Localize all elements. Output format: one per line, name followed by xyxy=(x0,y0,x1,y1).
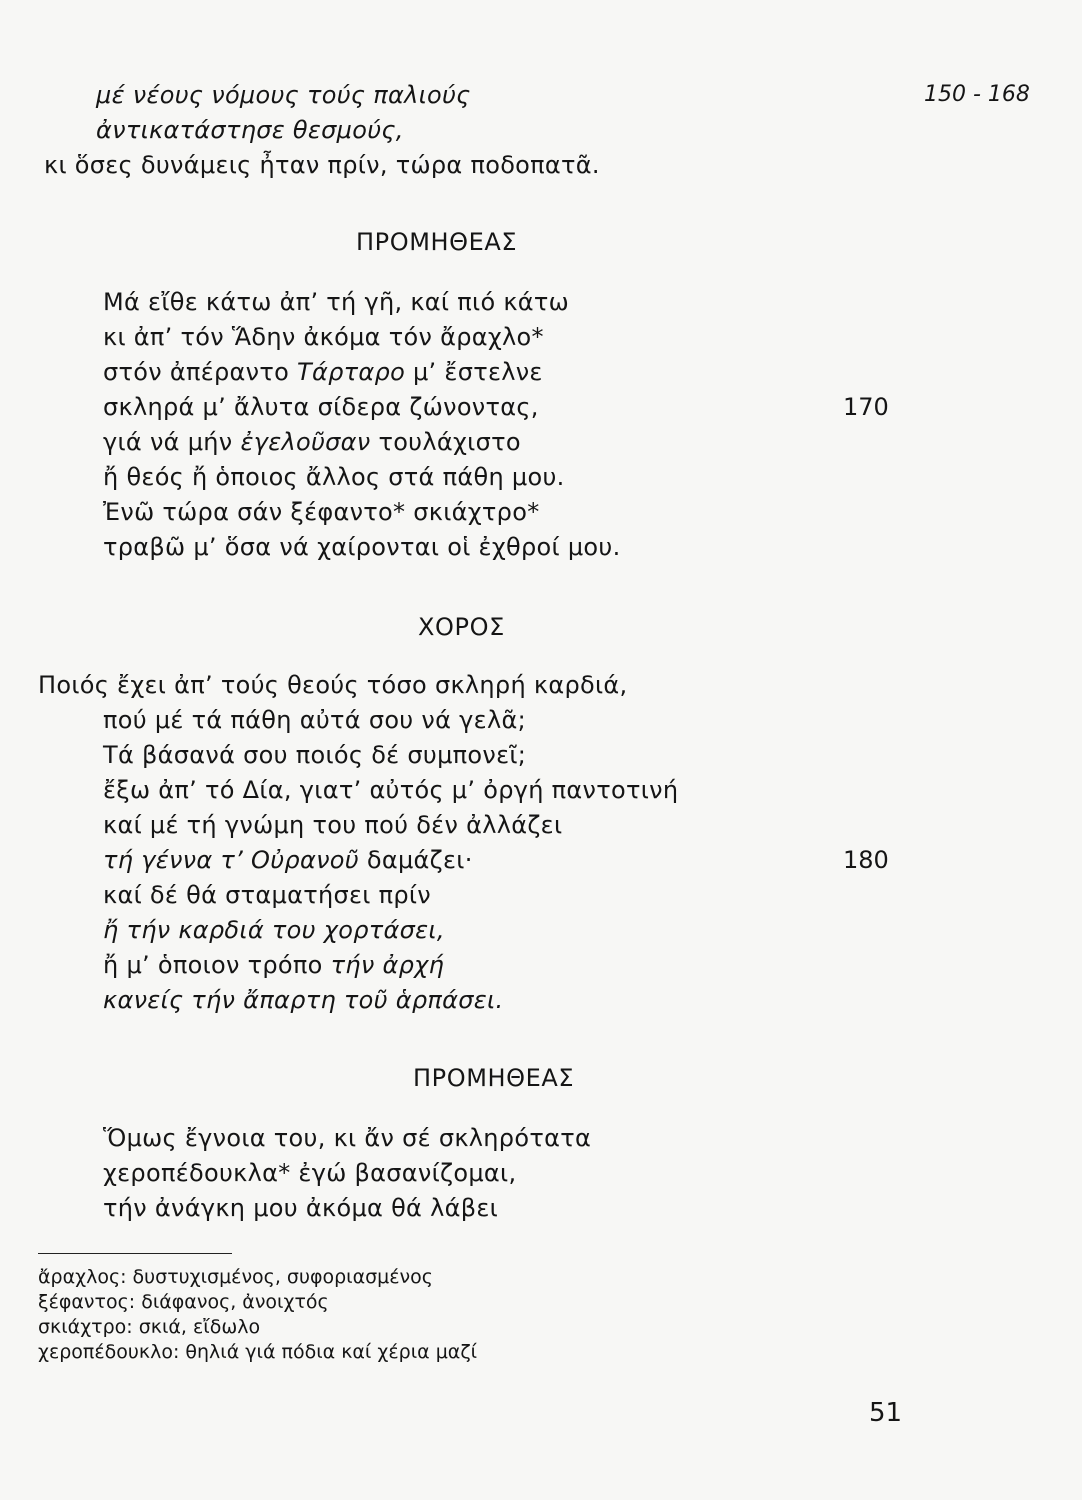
verse-line xyxy=(103,915,445,945)
verse-line xyxy=(103,532,621,562)
verse-segment: στόν ἀπέραντο xyxy=(103,358,298,386)
verse-line xyxy=(103,392,539,422)
verse-line xyxy=(103,1193,498,1223)
verse-segment: ἤ θεός ἤ ὁποιος ἄλλος στά πάθη μου. xyxy=(103,463,565,491)
verse-segment: Μά εἴθε κάτω ἀπ’ τή γῆ, καί πιό κάτω xyxy=(103,288,570,316)
verse-segment: τραβῶ μ’ ὅσα νά χαίρονται οἱ ἐχθροί μου. xyxy=(103,533,621,561)
verse-segment: γιά νά μήν xyxy=(103,428,241,456)
line-number: 170 xyxy=(843,393,889,421)
verse-line xyxy=(103,845,473,875)
verse-segment: χεροπέδουκλα* ἐγώ βασανίζομαι, xyxy=(103,1159,517,1187)
verse-line xyxy=(103,357,543,387)
verse-line xyxy=(96,115,404,145)
verse-segment: τουλάχιστο xyxy=(370,428,521,456)
verse-line xyxy=(103,775,678,805)
verse-segment: ἤ μ’ ὁποιον τρόπο xyxy=(103,951,331,979)
verse-segment: Ποιός ἔχει ἀπ’ τούς θεούς τόσο σκληρή καρδιά, xyxy=(38,671,628,699)
verse-line xyxy=(103,497,540,527)
verse-segment: καί μέ τή γνώμη του πού δέν ἀλλάζει xyxy=(103,811,563,839)
verse-segment: Τά βάσανά σου ποιός δέ συμπονεῖ; xyxy=(103,741,527,769)
verse-line xyxy=(44,150,600,180)
verse-segment: Ἐνῶ τώρα σάν ξέφαντο* σκιάχτρο* xyxy=(103,498,540,526)
speaker-heading: ΧΟΡΟΣ xyxy=(418,613,505,641)
verse-line xyxy=(103,810,562,840)
verse-segment: κι ὅσες δυνάμεις ἦταν πρίν, τώρα ποδοπατᾶ. xyxy=(44,151,600,179)
verse-segment: κανείς τήν ἄπαρτη τοῦ ἁρπάσει. xyxy=(103,986,504,1014)
verse-segment: τήν ἀνάγκη μου ἀκόμα θά λάβει xyxy=(103,1194,499,1222)
speaker-heading: ΠΡΟΜΗΘΕΑΣ xyxy=(413,1064,575,1092)
footnote-divider xyxy=(38,1253,232,1254)
verse-segment: δαμάζει· xyxy=(358,846,473,874)
verse-line xyxy=(103,1158,516,1188)
verse-segment: Τάρταρο xyxy=(297,358,406,386)
line-number: 180 xyxy=(843,846,889,874)
verse-segment: πού μέ τά πάθη αὐτά σου νά γελᾶ; xyxy=(103,706,526,734)
verse-line xyxy=(103,740,526,770)
verse-segment: τή γέννα τ’ Οὐρανοῦ xyxy=(103,846,359,874)
verse-segment: ἔξω ἀπ’ τό Δία, γιατ’ αὐτός μ’ ὀργή παντοτινή xyxy=(103,776,679,804)
verse-line xyxy=(38,670,627,700)
verse-segment: ἐγελοῦσαν xyxy=(240,428,371,456)
verse-segment: ἀντικατάστησε θεσμούς, xyxy=(96,116,404,144)
verse-line xyxy=(96,80,471,110)
footnote: χεροπέδουκλο: θηλιά γιά πόδια καί χέρια μαζί xyxy=(38,1341,478,1363)
verse-line xyxy=(103,985,503,1015)
verse-segment: κι ἀπ’ τόν Ἅδην ἀκόμα τόν ἄραχλο* xyxy=(103,323,544,351)
verse-segment: σκληρά μ’ ἄλυτα σίδερα ζώνοντας, xyxy=(103,393,539,421)
footnote: ἄραχλος: δυστυχισμένος, συφοριασμένος xyxy=(38,1266,433,1288)
footnote: ξέφαντος: διάφανος, ἀνοιχτός xyxy=(38,1291,329,1313)
speaker-heading: ΠΡΟΜΗΘΕΑΣ xyxy=(356,228,518,256)
verse-segment: μέ νέους νόμους τούς παλιούς xyxy=(96,81,471,109)
verse-segment: ἤ τήν καρδιά του χορτάσει, xyxy=(103,916,445,944)
verse-segment: Ὅμως ἔγνοια του, κι ἄν σέ σκληρότατα xyxy=(103,1124,592,1152)
verse-line xyxy=(103,705,526,735)
footnote: σκιάχτρο: σκιά, εἴδωλο xyxy=(38,1316,261,1338)
verse-line xyxy=(103,427,521,457)
verse-segment: καί δέ θά σταματήσει πρίν xyxy=(103,881,432,909)
verse-segment: μ’ ἔστελνε xyxy=(405,358,543,386)
verse-segment: τήν ἀρχή xyxy=(330,951,445,979)
verse-line xyxy=(103,950,444,980)
page-number: 51 xyxy=(869,1398,903,1428)
verse-line xyxy=(103,462,565,492)
verse-line xyxy=(103,322,544,352)
verse-line xyxy=(103,287,569,317)
verse-line xyxy=(103,880,431,910)
verse-line xyxy=(103,1123,591,1153)
line-range-ref: 150 - 168 xyxy=(924,82,1030,107)
